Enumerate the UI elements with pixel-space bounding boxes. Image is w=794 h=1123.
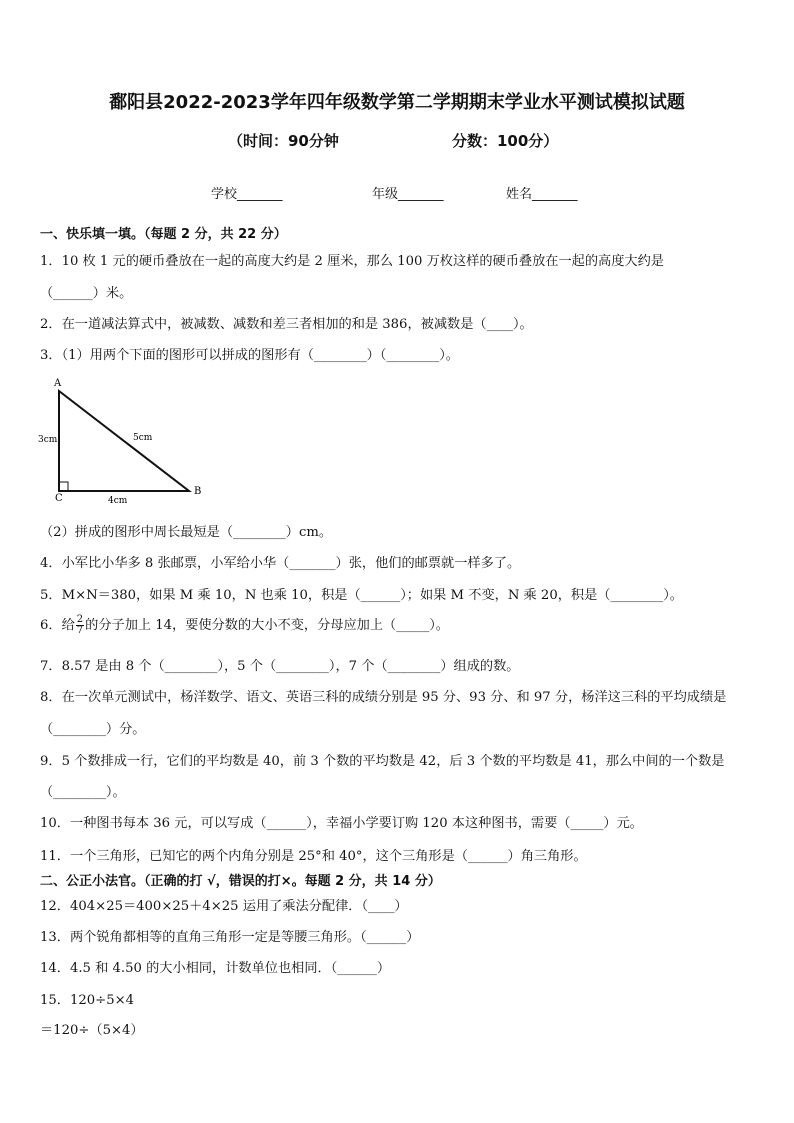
fraction-numerator: 2 (76, 614, 84, 625)
question-8-line-2: （________）分。 (40, 722, 146, 737)
exam-score: 分数：100分） (452, 132, 559, 150)
school-field: 学校_______ (211, 187, 283, 202)
fraction-two-sevenths (76, 615, 84, 636)
question-13: 13．两个锐角都相等的直角三角形一定是等腰三角形。（______） (40, 930, 420, 945)
question-9-line-2: （________）。 (40, 785, 126, 800)
side-cb-label: 4cm (108, 496, 128, 506)
grade-field: 年级_______ (372, 187, 444, 202)
right-angle-mark (59, 482, 68, 491)
question-15-line-1: 15．120÷5×4 (40, 993, 135, 1008)
question-6-prefix: 6．给 (40, 618, 75, 633)
question-12: 12．404×25＝400×25＋4×25 运用了乘法分配律．（____） (40, 899, 408, 914)
section-2-heading: 二、公正小法官。（正确的打 √，错误的打×。每题 2 分，共 14 分） (40, 874, 441, 889)
question-3-part-2: （2）拼成的图形中周长最短是（________）cm。 (40, 525, 333, 540)
question-11: 11．一个三角形，已知它的两个内角分别是 25°和 40°，这个三角形是（______）角三角形。 (40, 849, 587, 864)
question-7: 7．8.57 是由 8 个（________），5 个（________），7 个（________）组成的数。 (40, 659, 520, 674)
exam-title: 鄱阳县2022-2023学年四年级数学第二学期期末学业水平测试模拟试题 (109, 92, 685, 113)
question-1-line-2: （______）米。 (40, 286, 133, 301)
question-2: 2．在一道减法算式中，被减数、减数和差三者相加的和是 386，被减数是（____）。 (40, 317, 533, 332)
question-6-suffix: 的分子加上 14，要使分数的大小不变，分母应加上（_____）。 (85, 618, 449, 633)
vertex-a-label: A (54, 378, 62, 389)
question-6 (40, 614, 449, 636)
triangle-shape (59, 391, 189, 491)
question-15-line-2: ＝120÷（5×4） (40, 1023, 144, 1038)
fraction-denominator: 7 (76, 625, 84, 636)
question-8-line-1: 8．在一次单元测试中，杨洋数学、语文、英语三科的成绩分别是 95 分、93 分、和 97 分，杨洋这三科的平均成绩是 (40, 690, 727, 705)
exam-time: （时间：90分钟 (228, 132, 339, 150)
vertex-c-label: C (55, 493, 63, 504)
question-10: 10．一种图书每本 36 元，可以写成（______），幸福小学要订购 120 本这种图书，需要（_____）元。 (40, 816, 643, 831)
section-1-heading: 一、快乐填一填。（每题 2 分，共 22 分） (40, 227, 287, 242)
question-14: 14．4.5 和 4.50 的大小相同，计数单位也相同．（______） (40, 961, 391, 976)
question-3-part-1: 3．（1）用两个下面的图形可以拼成的图形有（________）（________）。 (40, 348, 459, 363)
right-triangle-figure (36, 374, 216, 508)
question-1-line-1: 1．10 枚 1 元的硬币叠放在一起的高度大约是 2 厘米，那么 100 万枚这样的硬币叠放在一起的高度大约是 (40, 254, 664, 269)
question-5: 5．M×N＝380，如果 M 乘 10，N 也乘 10，积是（______）；如果 M 不变，N 乘 20，积是（________）。 (40, 588, 683, 603)
question-4: 4．小军比小华多 8 张邮票，小军给小华（_______）张，他们的邮票就一样多了。 (40, 556, 521, 571)
name-field: 姓名_______ (506, 187, 578, 202)
side-ac-label: 3cm (38, 435, 58, 445)
vertex-b-label: B (194, 486, 202, 497)
side-ab-label: 5cm (133, 433, 153, 443)
question-9-line-1: 9．5 个数排成一行，它们的平均数是 40，前 3 个数的平均数是 42，后 3 个数的平均数是 41，那么中间的一个数是 (40, 754, 725, 769)
